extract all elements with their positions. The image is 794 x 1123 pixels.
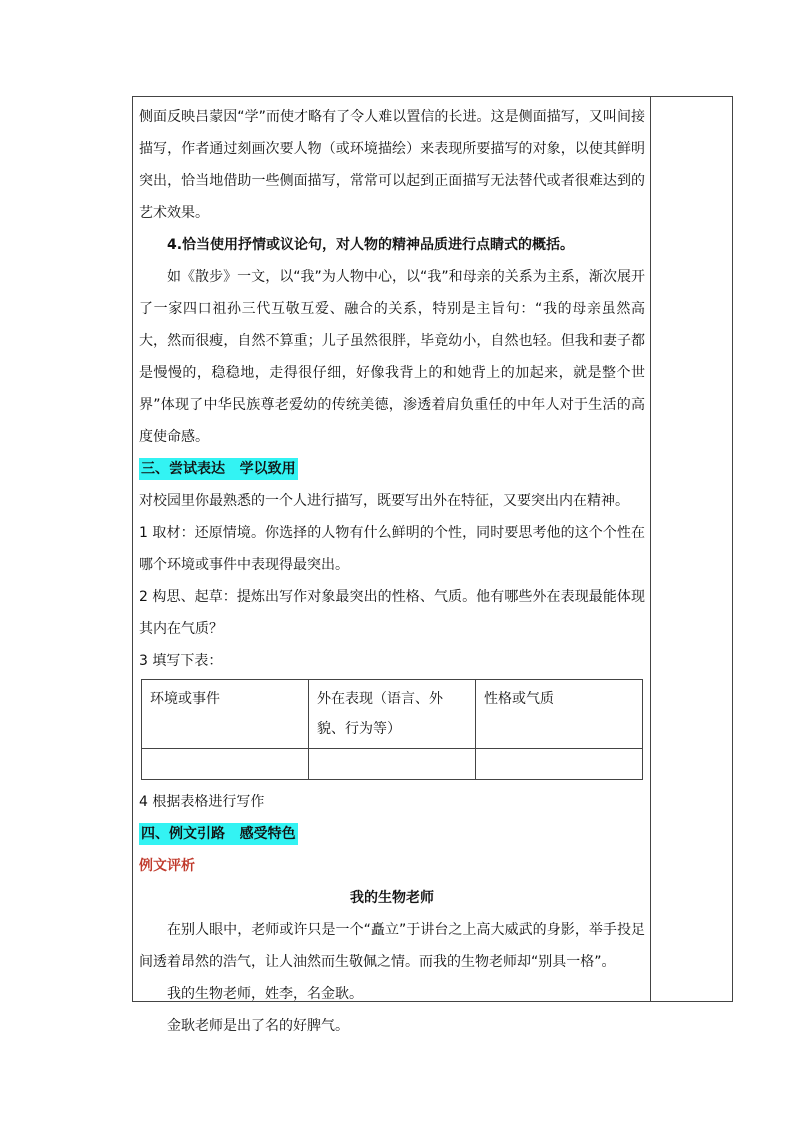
essay-paragraph-2: 我的生物老师，姓李，名金耿。 <box>167 986 363 1002</box>
essay-paragraph-3: 金耿老师是出了名的好脾气。 <box>167 1018 349 1034</box>
step-2: 2 构思、起草：提炼出写作对象最突出的性格、气质。他有哪些外在表现最能体现其内在气质？ <box>139 589 645 637</box>
step-3: 3 填写下表： <box>139 653 223 669</box>
step-4: 4 根据表格进行写作 <box>139 794 265 810</box>
document-frame <box>132 96 733 1034</box>
essay-paragraph-1: 在别人眼中，老师或许只是一个“矗立”于讲台之上高大威武的身影，举手投足间透着昂然的浩气，让人油然而生敬佩之情。而我的生物老师却“别具一格”。 <box>139 922 645 970</box>
table-row <box>142 680 643 749</box>
table-cell-empty <box>309 749 476 780</box>
task-instruction: 对校园里你最熟悉的一个人进行描写，既要写出外在特征，又要突出内在精神。 <box>139 493 629 509</box>
main-column <box>139 101 645 1042</box>
table-row <box>142 749 643 780</box>
table-header-environment: 环境或事件 <box>142 680 309 749</box>
paragraph-side-description: 侧面反映吕蒙因“学”而使才略有了令人难以置信的长进。这是侧面描写，又叫间接描写，作者通过刻画次要人物（或环境描绘）来表现所要描写的对象，以使其鲜明突出，恰当地借助一些侧面描写，常常可以起到正面描写无法替代或者很难达到的艺术效果。 <box>139 109 645 221</box>
paragraph-sanbu-example: 如《散步》一文，以“我”为人物中心，以“我”和母亲的关系为主系，渐次展开了一家四口祖孙三代互敬互爱、融合的关系，特别是主旨句：“我的母亲虽然高大，然而很瘦，自然不算重；儿子虽然很胖，毕竟幼小，自然也轻。但我和妻子都是慢慢的，稳稳地，走得很仔细，好像我背上的和她背上的加起来，就是整个世界”体现了中华民族尊老爱幼的传统美德，渗透着肩负重任的中年人对于生活的高度使命感。 <box>139 269 645 445</box>
table-header-appearance: 外在表现（语言、外貌、行为等） <box>309 680 476 749</box>
section-3-row <box>139 453 645 485</box>
table-header-character: 性格或气质 <box>476 680 643 749</box>
table-cell-empty <box>142 749 309 780</box>
fill-in-table <box>141 679 643 780</box>
point-4-heading: 4.恰当使用抒情或议论句，对人物的精神品质进行点睛式的概括。 <box>167 237 575 253</box>
essay-title: 我的生物老师 <box>350 890 434 906</box>
column-divider <box>650 97 651 1001</box>
section-4-heading: 四、例文引路 感受特色 <box>139 823 298 845</box>
section-3-heading: 三、尝试表达 学以致用 <box>139 458 298 480</box>
table-cell-empty <box>476 749 643 780</box>
example-analysis-label: 例文评析 <box>139 858 195 874</box>
section-4-row <box>139 818 645 850</box>
step-1: 1 取材：还原情境。你选择的人物有什么鲜明的个性，同时要思考他的这个个性在哪个环境或事件中表现得最突出。 <box>139 525 645 573</box>
